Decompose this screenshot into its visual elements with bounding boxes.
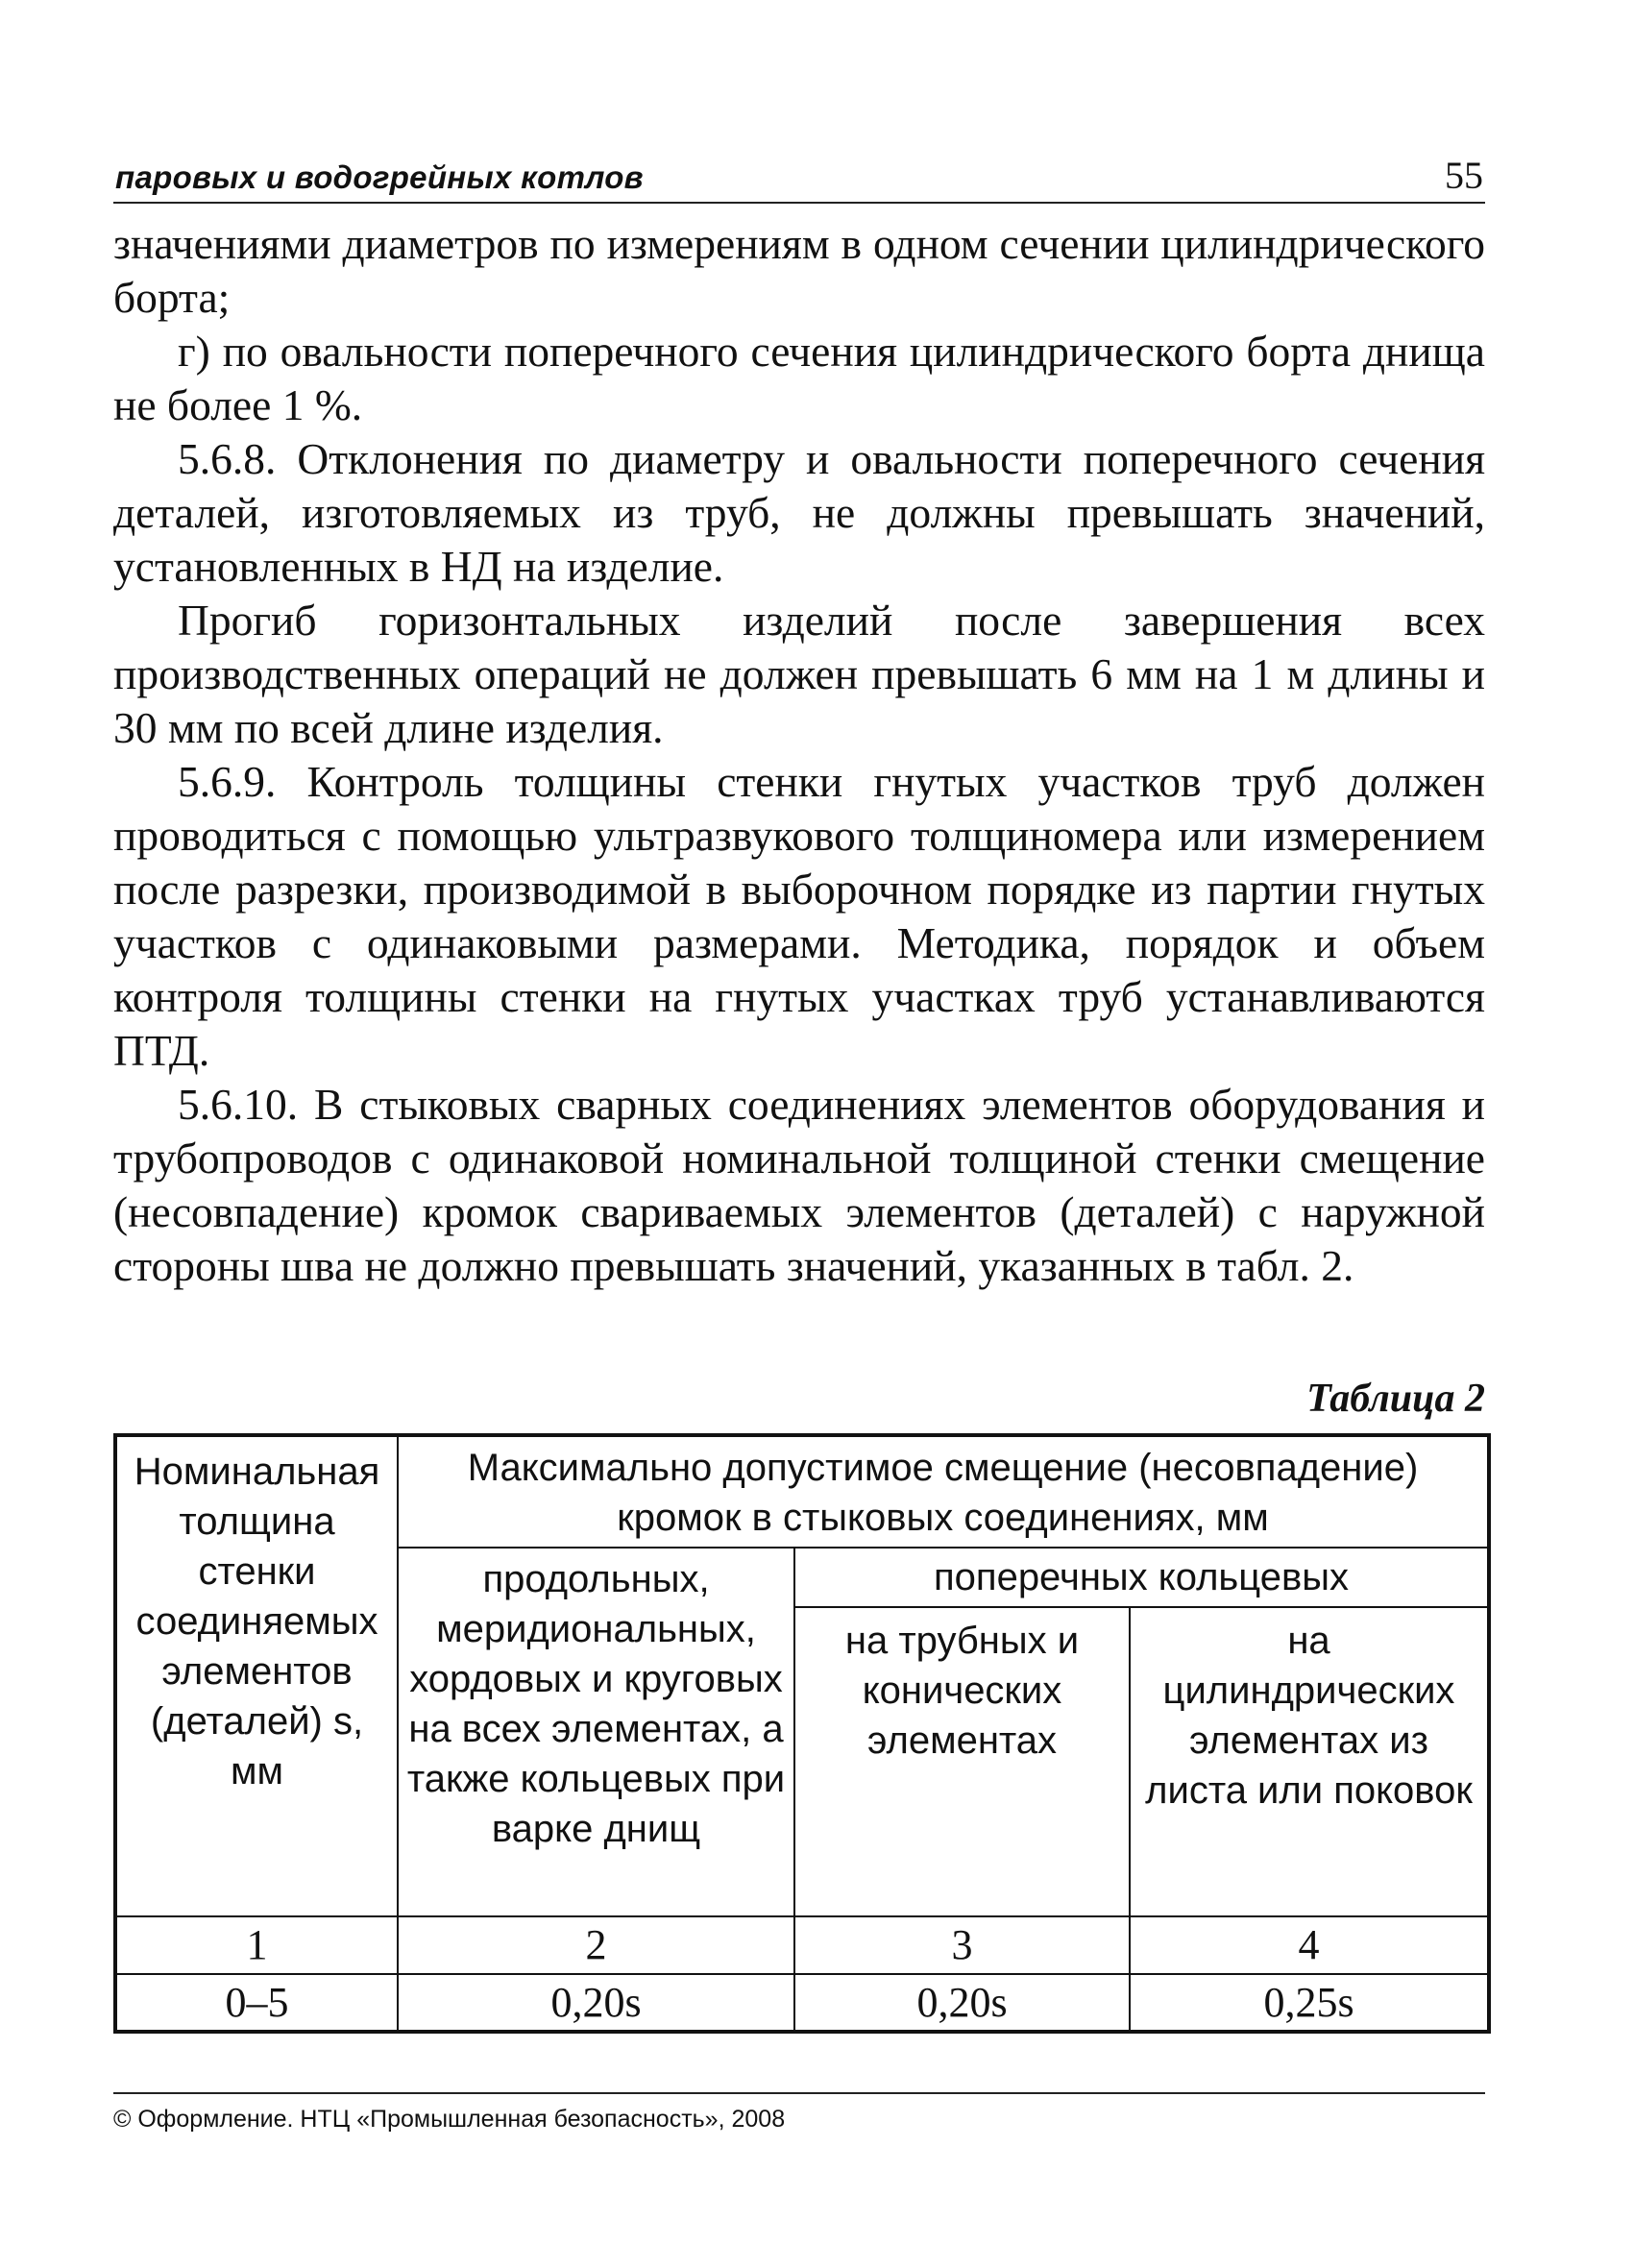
column-number: 1 (115, 1916, 398, 1974)
paragraph: Прогиб горизонтальных изделий после завершения всех производственных операций не должен превышать 6 мм на 1 м длины и 30 мм по всей длине изделия. (113, 596, 1485, 752)
column-header-thickness: Номинальная толщина стенки соединяемых элементов (деталей) s, мм (115, 1435, 398, 1916)
copyright-notice: © Оформление. НТЦ «Промышленная безопасность», 2008 (113, 2106, 786, 2133)
column-number: 2 (398, 1916, 794, 1974)
page-header (113, 154, 1485, 204)
column-number: 4 (1130, 1916, 1489, 1974)
group-header-max-offset: Максимально допустимое смещение (несовпадение) кромок в стыковых соединениях, мм (398, 1435, 1489, 1548)
paragraph: значениями диаметров по измерениям в одном сечении цилиндрического борта; (113, 219, 1485, 322)
paragraph: г) по овальности поперечного сечения цилиндрического борта днища не более 1 %. (113, 327, 1485, 429)
body-text (113, 217, 1485, 1293)
table-cell: 0–5 (115, 1974, 398, 2032)
paragraph: 5.6.9. Контроль толщины стенки гнутых участков труб должен проводиться с помощью ультразвукового толщиномера или измерением после разрезки, производимой в выборочном порядке из партии гнутых участков с одинаковыми размерами. Методика, порядок и объем контроля толщины стенки на гнутых участках труб устанавливаются ПТД. (113, 757, 1485, 1075)
column-header-longitudinal: продольных, меридиональных, хордовых и круговых на всех элементах, а также кольцевых при варке днищ (398, 1548, 794, 1916)
table-cell: 0,20s (794, 1974, 1130, 2032)
column-number: 3 (794, 1916, 1130, 1974)
table-cell: 0,20s (398, 1974, 794, 2032)
data-table (113, 1433, 1491, 2034)
paragraph: 5.6.8. Отклонения по диаметру и овальности поперечного сечения деталей, изготовляемых из труб, не должны превышать значений, установленных в НД на изделие. (113, 434, 1485, 591)
table-cell: 0,25s (1130, 1974, 1489, 2032)
paragraph: 5.6.10. В стыковых сварных соединениях элементов оборудования и трубопроводов с одинаковой номинальной толщиной стенки смещение (несовпадение) кромок свариваемых элементов (деталей) с наружной стороны шва не должно превышать значений, указанных в табл. 2. (113, 1080, 1485, 1290)
subgroup-header-transverse: поперечных кольцевых (794, 1548, 1489, 1607)
page-footer (113, 2092, 1485, 2134)
page-number: 55 (1445, 154, 1483, 197)
table-title: Таблица 2 (1306, 1377, 1485, 1421)
column-header-tube-conical: на трубных и конических элементах (794, 1607, 1130, 1916)
column-header-cylindrical: на цилиндрических элементах из листа или поковок (1130, 1607, 1489, 1916)
table-row (115, 1974, 1489, 2032)
running-title: паровых и водогрейных котлов (115, 159, 644, 195)
